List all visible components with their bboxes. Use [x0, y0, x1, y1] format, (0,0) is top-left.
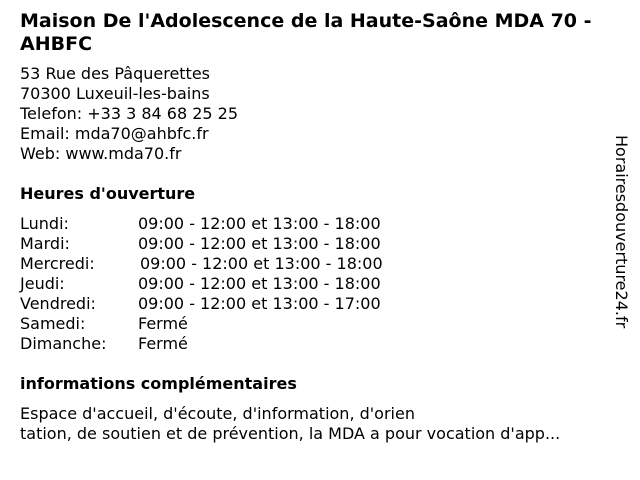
day-hours: 09:00 - 12:00 et 13:00 - 18:00 [138, 234, 381, 253]
info-line-1: Espace d'accueil, d'écoute, d'information, d'orien [20, 404, 415, 423]
hours-heading: Heures d'ouverture [20, 184, 196, 203]
day-label: Vendredi: [20, 294, 96, 313]
info-heading: informations complémentaires [20, 374, 297, 393]
day-hours: 09:00 - 12:00 et 13:00 - 18:00 [138, 214, 381, 233]
web-line[interactable]: Web: www.mda70.fr [20, 144, 182, 163]
watermark-text: Horairesdouverture24.fr [612, 135, 631, 329]
day-label: Lundi: [20, 214, 69, 233]
day-hours: 09:00 - 12:00 et 13:00 - 18:00 [140, 254, 383, 273]
street-address: 53 Rue des Pâquerettes [20, 64, 211, 83]
info-description [20, 404, 620, 444]
email-line[interactable]: Email: mda70@ahbfc.fr [20, 124, 209, 143]
day-label: Dimanche: [20, 334, 107, 353]
address-block [20, 64, 238, 164]
day-hours: Fermé [138, 334, 188, 353]
day-hours: 09:00 - 12:00 et 13:00 - 18:00 [138, 274, 381, 293]
day-hours: 09:00 - 12:00 et 13:00 - 17:00 [138, 294, 381, 313]
day-label: Mardi: [20, 234, 70, 253]
info-line-2: tation, de soutien et de prévention, la MDA a pour vocation d'app... [20, 424, 561, 443]
day-hours: Fermé [138, 314, 188, 333]
site-watermark [612, 135, 632, 345]
day-label: Jeudi: [20, 274, 65, 293]
day-label: Samedi: [20, 314, 86, 333]
day-label: Mercredi: [20, 254, 95, 273]
page-title: Maison De l'Adolescence de la Haute-Saône MDA 70 - AHBFC [20, 10, 592, 55]
city-line: 70300 Luxeuil-les-bains [20, 84, 210, 103]
phone-line[interactable]: Telefon: +33 3 84 68 25 25 [20, 104, 239, 123]
